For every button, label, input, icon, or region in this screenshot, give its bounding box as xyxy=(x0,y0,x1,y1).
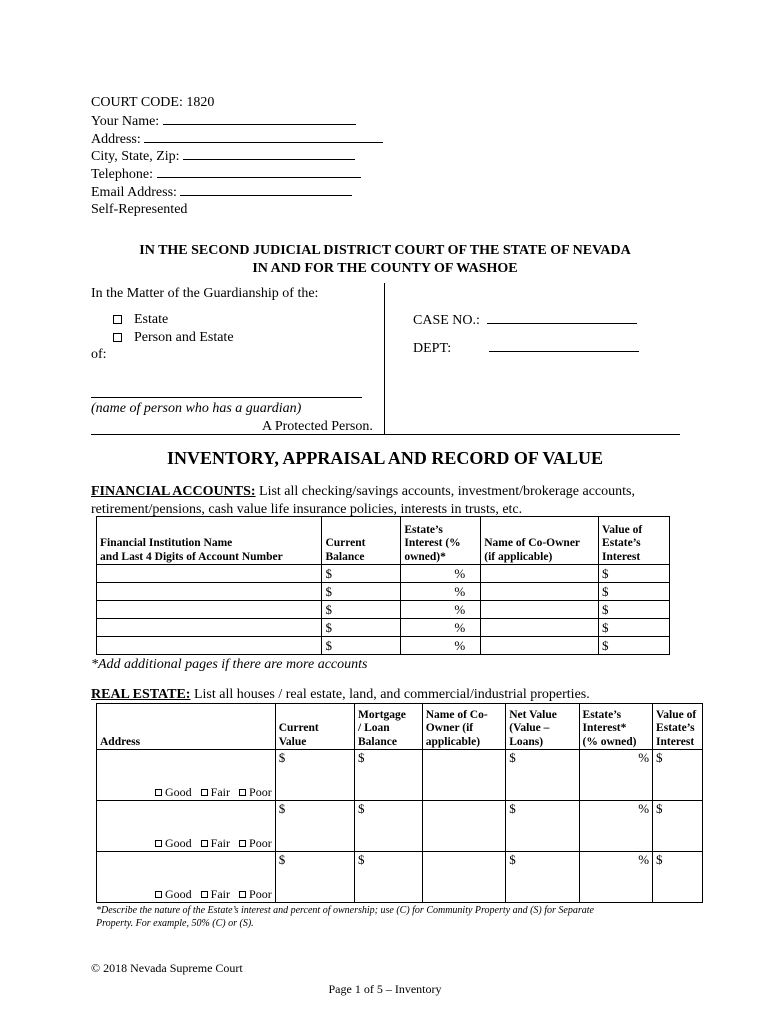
fair-checkbox[interactable] xyxy=(201,840,208,847)
poor-checkbox[interactable] xyxy=(239,891,246,898)
balance-cell[interactable]: $ xyxy=(322,637,401,655)
financial-header-row xyxy=(97,517,670,565)
re-value-cell[interactable]: $ xyxy=(653,750,703,801)
net-value-header xyxy=(506,704,579,750)
current-value-cell[interactable]: $ xyxy=(275,750,354,801)
real-estate-table xyxy=(96,703,703,903)
city-state-zip-field[interactable] xyxy=(91,147,355,166)
fair-label: Fair xyxy=(210,886,231,901)
interest-cell[interactable]: % xyxy=(401,583,481,601)
address-field[interactable] xyxy=(91,130,383,149)
caption-divider-horizontal xyxy=(91,434,680,435)
address-header: Address xyxy=(97,704,276,750)
good-label: Good xyxy=(165,886,192,901)
current-header-line1: Current xyxy=(278,722,319,734)
real-estate-note-line1: *Describe the nature of the Estate’s interest and percent of ownership; use (C) for Community Property and (S) for Separate xyxy=(96,905,594,916)
coowner-cell[interactable] xyxy=(481,637,599,655)
email-field[interactable] xyxy=(91,183,352,202)
of-label: of: xyxy=(91,347,107,362)
net-header-line2: (Value – xyxy=(509,722,550,734)
real-estate-heading: REAL ESTATE: xyxy=(91,687,191,702)
value-header-line1: Value of xyxy=(602,523,643,536)
matter-text: In the Matter of the Guardianship of the: xyxy=(91,286,319,301)
institution-cell[interactable] xyxy=(97,619,322,637)
good-label: Good xyxy=(165,835,192,850)
fair-label: Fair xyxy=(210,784,231,799)
dept-input[interactable] xyxy=(489,339,639,352)
value-header-line2: Estate’s xyxy=(602,537,641,549)
mortgage-header xyxy=(355,704,423,750)
value-cell[interactable]: $ xyxy=(599,637,670,655)
person-estate-label: Person and Estate xyxy=(134,330,234,345)
interest-header-line1: Estate’s xyxy=(404,523,443,536)
address-cell[interactable] xyxy=(97,750,276,801)
form-title: INVENTORY, APPRAISAL AND RECORD OF VALUE xyxy=(166,448,604,468)
condition-options xyxy=(155,836,272,850)
re-interest-header-line1: Estate’s xyxy=(582,708,622,721)
net-header-line3: Loans) xyxy=(509,735,544,748)
estate-option[interactable] xyxy=(113,311,168,329)
financial-description-1: List all checking/savings accounts, investment/brokerage accounts, xyxy=(255,484,635,499)
table-row xyxy=(97,583,670,601)
good-checkbox[interactable] xyxy=(155,840,162,847)
institution-cell[interactable] xyxy=(97,637,322,655)
coowner-header-line1: Name of Co-Owner xyxy=(484,537,581,549)
address-input[interactable] xyxy=(144,130,383,143)
re-value-cell[interactable]: $ xyxy=(653,852,703,903)
address-cell[interactable] xyxy=(97,801,276,852)
dept-label: DEPT: xyxy=(413,341,452,356)
coowner-cell[interactable] xyxy=(481,565,599,583)
address-label: Address: xyxy=(91,132,141,147)
net-value-cell[interactable]: $ xyxy=(506,852,579,903)
current-value-cell[interactable]: $ xyxy=(275,801,354,852)
interest-header-line3: owned)* xyxy=(404,550,446,563)
protected-person-name-input[interactable] xyxy=(91,397,362,398)
telephone-field[interactable] xyxy=(91,165,361,184)
mortgage-cell[interactable]: $ xyxy=(355,852,423,903)
fair-checkbox[interactable] xyxy=(201,891,208,898)
current-header-line2: Value xyxy=(278,735,307,748)
net-value-cell[interactable]: $ xyxy=(506,801,579,852)
self-represented: Self-Represented xyxy=(91,202,188,217)
financial-heading: FINANCIAL ACCOUNTS: xyxy=(91,484,256,499)
real-estate-note-line2: Property. For example, 50% (C) or (S). xyxy=(96,918,254,929)
real-estate-header-row xyxy=(97,704,703,750)
coowner-cell[interactable] xyxy=(481,601,599,619)
court-code: COURT CODE: 1820 xyxy=(91,95,215,110)
poor-checkbox[interactable] xyxy=(239,789,246,796)
interest-cell[interactable]: % xyxy=(401,619,481,637)
protected-person-label: A Protected Person. xyxy=(262,419,373,434)
table-row xyxy=(97,750,703,801)
coowner-header-line2: (if applicable) xyxy=(484,550,553,563)
your-name-field[interactable] xyxy=(91,112,356,131)
email-label: Email Address: xyxy=(91,185,177,200)
email-input[interactable] xyxy=(180,183,352,196)
table-row xyxy=(97,852,703,903)
re-coowner-cell[interactable] xyxy=(422,801,506,852)
interest-cell[interactable]: % xyxy=(401,637,481,655)
condition-options xyxy=(155,785,272,799)
re-coowner-cell[interactable] xyxy=(422,750,506,801)
institution-header-line1: Financial Institution Name xyxy=(100,537,233,549)
case-no-label: CASE NO.: xyxy=(413,313,480,328)
poor-label: Poor xyxy=(249,835,272,850)
re-coowner-header-line2: Owner (if xyxy=(425,722,474,734)
net-value-cell[interactable]: $ xyxy=(506,750,579,801)
court-name-line1: IN THE SECOND JUDICIAL DISTRICT COURT OF THE STATE OF NEVADA xyxy=(139,243,631,258)
table-row xyxy=(97,637,670,655)
re-interest-cell[interactable]: % xyxy=(579,852,653,903)
balance-cell[interactable]: $ xyxy=(322,619,401,637)
re-interest-header-line3: (% owned) xyxy=(582,735,637,748)
coowner-cell[interactable] xyxy=(481,619,599,637)
poor-checkbox[interactable] xyxy=(239,840,246,847)
financial-accounts-table xyxy=(96,516,670,655)
financial-note: *Add additional pages if there are more accounts xyxy=(91,657,368,672)
table-row xyxy=(97,619,670,637)
interest-header xyxy=(401,517,481,565)
good-label: Good xyxy=(165,784,192,799)
re-value-cell[interactable]: $ xyxy=(653,801,703,852)
re-value-header-line2: Estate’s xyxy=(656,722,695,734)
city-state-zip-input[interactable] xyxy=(183,147,355,160)
mortgage-header-line3: Balance xyxy=(358,735,397,748)
value-header xyxy=(599,517,670,565)
coowner-header xyxy=(481,517,599,565)
balance-cell[interactable]: $ xyxy=(322,583,401,601)
institution-cell[interactable] xyxy=(97,565,322,583)
condition-options xyxy=(155,887,272,901)
name-hint: (name of person who has a guardian) xyxy=(91,401,302,416)
re-value-header-line1: Value of xyxy=(656,708,697,721)
table-row xyxy=(97,801,703,852)
interest-cell[interactable]: % xyxy=(401,601,481,619)
page-number: Page 1 of 5 – Inventory xyxy=(328,982,442,996)
fair-checkbox[interactable] xyxy=(201,789,208,796)
financial-intro xyxy=(91,483,635,501)
re-value-header-line3: Interest xyxy=(656,735,695,748)
table-row xyxy=(97,565,670,583)
value-cell[interactable]: $ xyxy=(599,619,670,637)
your-name-label: Your Name: xyxy=(91,114,160,129)
copyright: © 2018 Nevada Supreme Court xyxy=(91,961,243,975)
mortgage-header-line2: / Loan xyxy=(358,722,390,734)
value-cell[interactable]: $ xyxy=(599,565,670,583)
institution-cell[interactable] xyxy=(97,601,322,619)
telephone-label: Telephone: xyxy=(91,167,153,182)
address-cell[interactable] xyxy=(97,852,276,903)
interest-cell[interactable]: % xyxy=(401,565,481,583)
real-estate-description: List all houses / real estate, land, and commercial/industrial properties. xyxy=(190,687,590,702)
re-coowner-header-line3: applicable) xyxy=(425,735,481,748)
mortgage-cell[interactable]: $ xyxy=(355,801,423,852)
mortgage-header-line1: Mortgage xyxy=(358,708,406,721)
balance-cell[interactable]: $ xyxy=(322,601,401,619)
re-value-header xyxy=(653,704,703,750)
fair-label: Fair xyxy=(210,835,231,850)
poor-label: Poor xyxy=(249,784,272,799)
re-interest-cell[interactable]: % xyxy=(579,750,653,801)
table-row xyxy=(97,601,670,619)
your-name-input[interactable] xyxy=(163,112,356,125)
estate-label: Estate xyxy=(134,312,169,327)
balance-cell[interactable]: $ xyxy=(322,565,401,583)
mortgage-cell[interactable]: $ xyxy=(355,750,423,801)
institution-header-line2: and Last 4 Digits of Account Number xyxy=(100,550,283,563)
financial-description-2: retirement/pensions, cash value life insurance policies, interests in trusts, etc. xyxy=(91,502,523,517)
re-coowner-header xyxy=(422,704,506,750)
coowner-cell[interactable] xyxy=(481,583,599,601)
case-no-input[interactable] xyxy=(487,311,637,324)
value-cell[interactable]: $ xyxy=(599,601,670,619)
good-checkbox[interactable] xyxy=(155,789,162,796)
re-coowner-header-line1: Name of Co- xyxy=(425,708,488,721)
person-estate-checkbox[interactable] xyxy=(113,333,122,342)
re-interest-header-line2: Interest* xyxy=(582,722,627,734)
re-interest-cell[interactable]: % xyxy=(579,801,653,852)
poor-label: Poor xyxy=(249,886,272,901)
estate-checkbox[interactable] xyxy=(113,315,122,324)
current-value-header xyxy=(275,704,354,750)
dept-field[interactable] xyxy=(413,339,639,358)
value-cell[interactable]: $ xyxy=(599,583,670,601)
real-estate-intro xyxy=(91,686,590,704)
institution-cell[interactable] xyxy=(97,583,322,601)
balance-header-line2: Balance xyxy=(325,550,365,563)
institution-header xyxy=(97,517,322,565)
case-no-field[interactable] xyxy=(413,311,637,330)
balance-header xyxy=(322,517,401,565)
person-estate-option[interactable] xyxy=(113,329,234,347)
re-interest-header xyxy=(579,704,653,750)
value-header-line3: Interest xyxy=(602,550,641,563)
re-coowner-cell[interactable] xyxy=(422,852,506,903)
city-state-zip-label: City, State, Zip: xyxy=(91,149,180,164)
interest-header-line2: Interest (% xyxy=(404,537,461,549)
real-estate-note xyxy=(96,904,594,930)
good-checkbox[interactable] xyxy=(155,891,162,898)
telephone-input[interactable] xyxy=(157,165,361,178)
court-name-line2: IN AND FOR THE COUNTY OF WASHOE xyxy=(252,261,518,276)
current-value-cell[interactable]: $ xyxy=(275,852,354,903)
balance-header-line1: Current xyxy=(325,537,366,549)
net-header-line1: Net Value xyxy=(509,708,557,721)
caption-divider-vertical xyxy=(384,283,385,434)
